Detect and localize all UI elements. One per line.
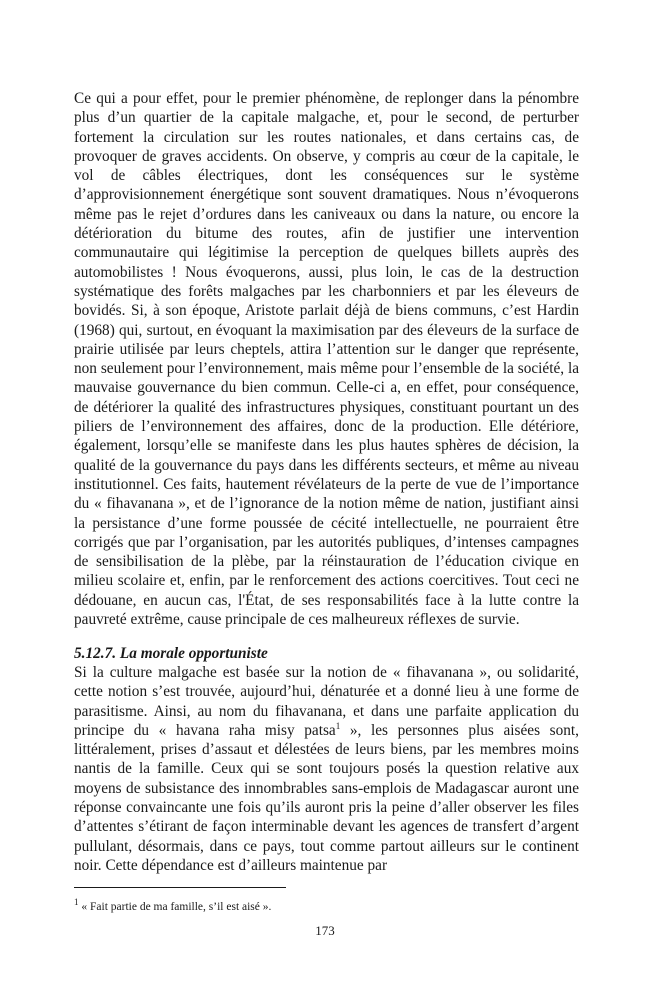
- footnote-reference: 1: [335, 720, 341, 731]
- footnote-number: 1: [74, 897, 79, 908]
- footnote-text: « Fait partie de ma famille, s’il est aisé ».: [78, 901, 272, 913]
- section-heading: 5.12.7. La morale opportuniste: [74, 645, 268, 662]
- paragraph-2: [74, 663, 579, 875]
- footnote-separator: [74, 887, 286, 888]
- paragraph-2-after-note: », les personnes plus aisées sont, littéralement, prises d’assaut et délestées de leurs biens, par les membres moins nantis de la famille. Ceux qui se sont toujours posés la question relative aux moyens de subsistance des innombrables sans-emplois de Madagascar auront une réponse convaincante une fois qu’ils auront pris la peine d’aller observer les files d’attentes s’étirant de façon interminable devant les agences de transfert d’argent pullulant, désormais, dans ce pays, tout comme partout ailleurs sur le continent noir. Cette dépendance est d’ailleurs maintenue par: [74, 721, 580, 874]
- paragraph-2-before-note: Si la culture malgache est basée sur la notion de « fihavanana », ou solidarité, cette notion s’est trouvée, aujourd’hui, dénaturée et a donné lieu à une forme de parasitisme. Ainsi, au nom du fihavanana, et dans une parfaite application du principe du « havana raha misy patsa: [74, 664, 579, 739]
- footnote: [74, 897, 579, 914]
- page-number: 173: [315, 923, 335, 938]
- paragraph-1: Ce qui a pour effet, pour le premier phénomène, de replonger dans la pénombre plus d’un quartier de la capitale malgache, et, pour le second, de perturber fortement la circulation sur les routes nationales, et dans certains cas, de provoquer de graves accidents. On observe, y compris au cœur de la capitale, le vol de câbles électriques, dont les conséquences sur le système d’approvisionnement énergétique sont souvent dramatiques. Nous n’évoquerons même pas le rejet d’ordures dans les caniveaux ou dans la nature, ou encore la détérioration du bitume des routes, afin de justifier une intervention communautaire qui légitimise la perception de quelques billets auprès des automobilistes ! Nous évoquerons, aussi, plus loin, le cas de la destruction systématique des forêts malgaches par les charbonniers et par les éleveurs de bovidés. Si, à son époque, Aristote parlait déjà de biens communs, c’est Hardin (1968) qui, surtout, en évoquant la maximisation par des éleveurs de la surface de prairie utilisée par leurs cheptels, attira l’attention sur le danger que représente, non seulement pour l’environnement, mais même pour l’ensemble de la société, la mauvaise gouvernance du bien commun. Celle-ci a, en effet, pour conséquence, de détériorer la qualité des infrastructures physiques, constituant pourtant un des piliers de l’environnement des affaires, donc de la production. Elle détériore, également, lorsqu’elle se manifeste dans les plus hautes sphères de décision, la qualité de la gouvernance du pays dans les différents secteurs, et même au niveau institutionnel. Ces faits, hautement révélateurs de la perte de vue de l’importance du « fihavanana », et de l’ignorance de la notion même de nation, justifiant ainsi la persistance d’une forme poussée de cécité intellectuelle, ne pourraient être corrigés que par l’organisation, par les autorités publiques, d’intenses campagnes de sensibilisation de la plèbe, par la réinstauration de l’éducation civique en milieu scolaire et, enfin, par le renforcement des actions coercitives. Tout ceci ne dédouane, en aucun cas, l'État, de ses responsabilités face à la lutte contre la pauvreté extrême, cause principale de ces malheureux réflexes de survie.: [74, 90, 579, 629]
